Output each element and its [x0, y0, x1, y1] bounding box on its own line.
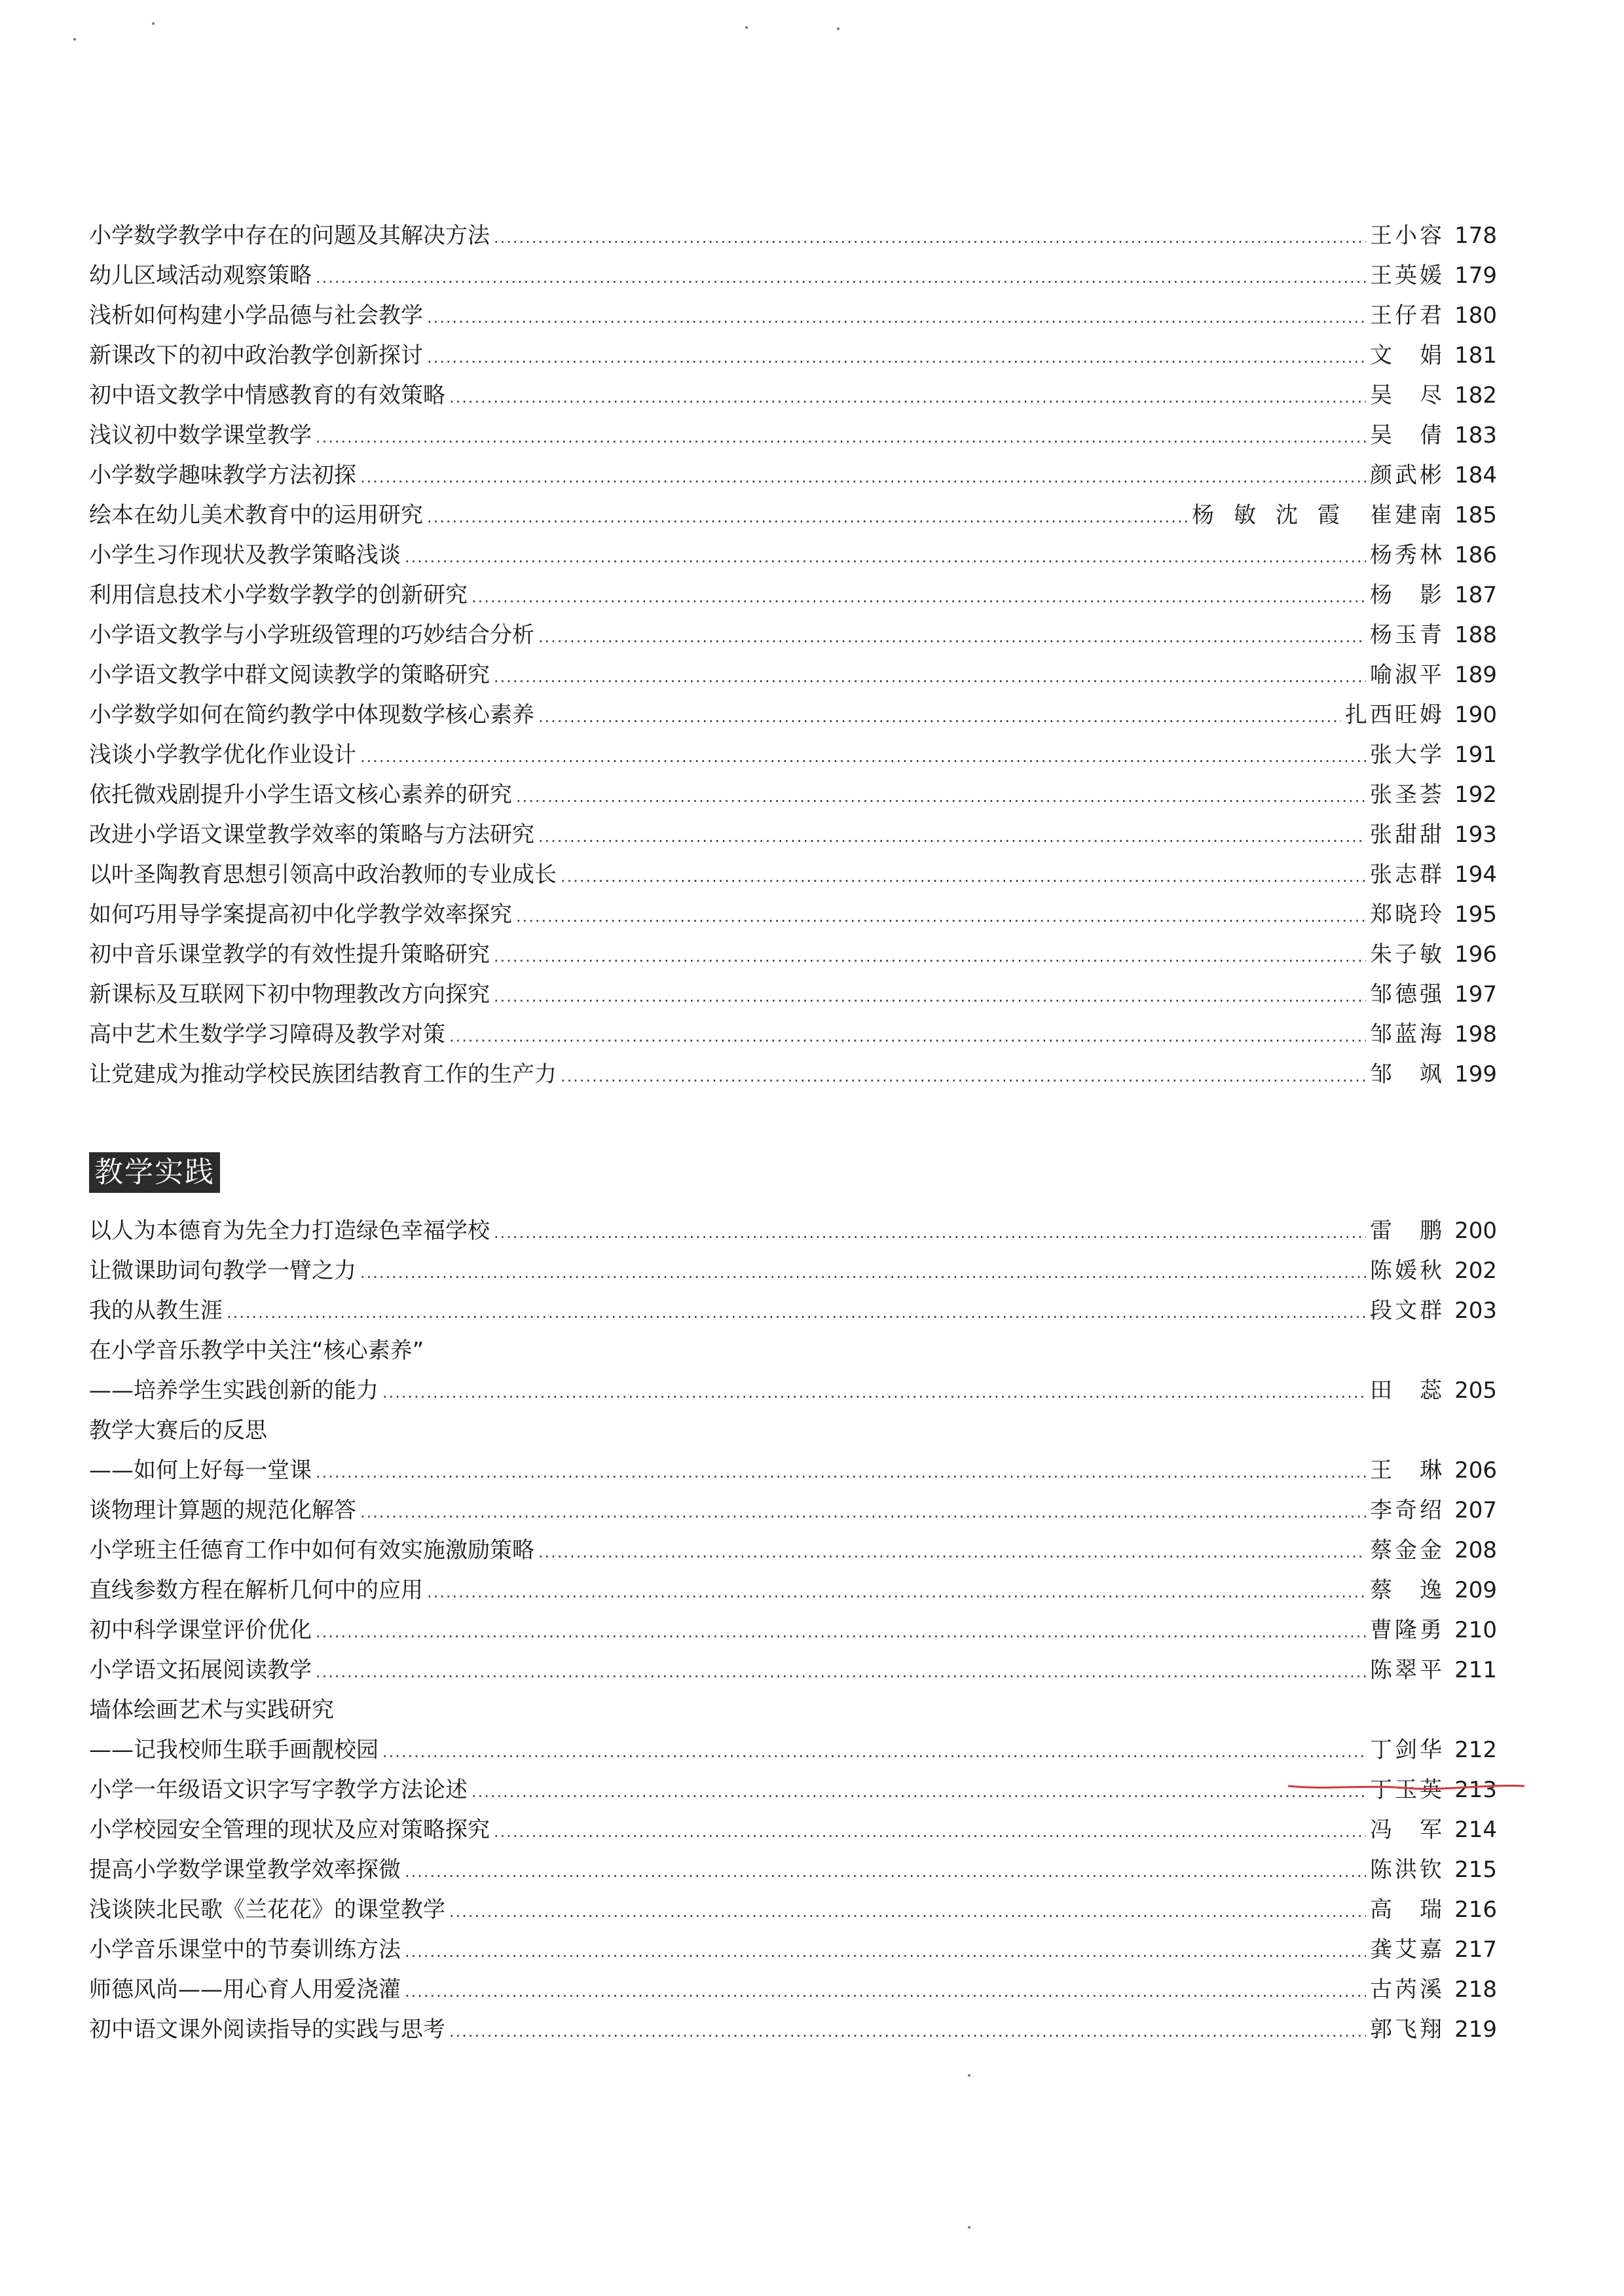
toc-entry-page: 196 [1454, 941, 1497, 968]
toc-entry-author: 丁玉英 [1370, 1777, 1445, 1803]
toc-entry-page: 183 [1454, 422, 1497, 448]
toc-entry [89, 1451, 1497, 1491]
toc-entry-author: 张大学 [1370, 742, 1445, 768]
toc-entry-author: 杨玉青 [1370, 622, 1445, 648]
toc-entry [89, 615, 1497, 655]
toc-entry-author: 杨秀林 [1370, 542, 1445, 568]
dot-leader [538, 817, 1366, 857]
toc-entry-title: 直线参数方程在解析几何中的应用 [89, 1577, 423, 1603]
toc-entry-page: 187 [1454, 582, 1497, 608]
toc-entry-author: 颜武彬 [1370, 462, 1445, 488]
toc-entry-author: 崔建南 [1370, 502, 1445, 528]
toc-entry-coauthors: 杨敏沈霞 [1192, 502, 1359, 528]
toc-entry-title: ——如何上好每一堂课 [89, 1457, 312, 1484]
dot-leader [494, 1213, 1366, 1253]
toc-entry-author: 邹蓝海 [1370, 1021, 1445, 1048]
toc-entry-title: 提高小学数学课堂教学效率探微 [89, 1857, 401, 1883]
toc-entry-page: 195 [1454, 902, 1497, 928]
dot-leader [405, 1932, 1366, 1972]
toc-entry-author: 张志群 [1370, 862, 1445, 888]
scan-speck [968, 2226, 970, 2229]
toc-entry [89, 376, 1497, 416]
toc-entry-title: 依托微戏剧提升小学生语文核心素养的研究 [89, 782, 512, 808]
toc-entry [89, 1291, 1497, 1331]
toc-entry-page: 178 [1454, 223, 1497, 249]
toc-entry [89, 456, 1497, 496]
toc-entry-page: 191 [1454, 742, 1497, 768]
dot-leader [227, 1293, 1366, 1333]
toc-entry [89, 336, 1497, 376]
toc-entry [89, 1930, 1497, 1970]
toc-entry [89, 855, 1497, 895]
toc-entry-author: 蔡金金 [1370, 1537, 1445, 1563]
dot-leader [538, 697, 1341, 737]
dot-leader [427, 298, 1366, 338]
toc-entry-author: 陈洪钦 [1370, 1857, 1445, 1883]
dot-leader [360, 737, 1366, 777]
dot-leader [471, 1772, 1366, 1812]
dot-leader [360, 458, 1366, 498]
toc-entry-author: 王小容 [1370, 223, 1445, 249]
dot-leader [494, 657, 1366, 697]
toc-entry [89, 735, 1497, 775]
toc-entry [89, 775, 1497, 815]
toc-entry-title: 小学语文教学与小学班级管理的巧妙结合分析 [89, 622, 534, 648]
toc-entry-page: 189 [1454, 662, 1497, 688]
dot-leader [494, 937, 1366, 977]
toc-entry-author: 扎西旺姆 [1345, 702, 1445, 728]
toc-entry-title: 让党建成为推动学校民族团结教育工作的生产力 [89, 1061, 557, 1087]
dot-leader [449, 1892, 1366, 1932]
toc-entry-title: 浅析如何构建小学品德与社会教学 [89, 302, 423, 329]
toc-entry [89, 1850, 1497, 1890]
toc-entry-title: 幼儿区域活动观察策略 [89, 263, 312, 289]
toc-entry-author: 王 琳 [1370, 1457, 1445, 1484]
toc-entry [89, 1690, 1497, 1730]
dot-leader [316, 418, 1366, 458]
toc-entry-page: 214 [1454, 1817, 1497, 1843]
toc-entry-title: 我的从教生涯 [89, 1298, 223, 1324]
toc-entry-title: 利用信息技术小学数学教学的创新研究 [89, 582, 468, 608]
toc-entry [89, 296, 1497, 336]
toc-entry [89, 655, 1497, 695]
dot-leader [316, 258, 1366, 298]
toc-entry-author: 吴 倩 [1370, 422, 1445, 448]
toc-entry-author: 田 蕊 [1370, 1377, 1445, 1404]
toc-entry-page: 210 [1454, 1617, 1497, 1643]
toc-entry-author: 郭飞翔 [1370, 2016, 1445, 2043]
dot-leader [427, 1573, 1366, 1613]
toc-entry [89, 895, 1497, 935]
scan-speck [837, 27, 840, 30]
dot-leader [427, 338, 1366, 378]
toc-entry-title: 小学一年级语文识字写字教学方法论述 [89, 1777, 468, 1803]
toc-entry-title: 小学班主任德育工作中如何有效实施激励策略 [89, 1537, 534, 1563]
dot-leader [561, 1057, 1366, 1097]
scan-speck [152, 22, 155, 25]
toc-entry [89, 1650, 1497, 1690]
toc-entry-title: 初中语文课外阅读指导的实践与思考 [89, 2016, 445, 2043]
toc-entry-author: 龚艾嘉 [1370, 1937, 1445, 1963]
toc-entry-author: 张甜甜 [1370, 822, 1445, 848]
toc-entry-author: 郑晓玲 [1370, 902, 1445, 928]
toc-entry-title: 教学大赛后的反思 [89, 1417, 267, 1444]
toc-entry-page: 197 [1454, 981, 1497, 1008]
scan-speck [968, 2074, 970, 2077]
toc-entry-page: 215 [1454, 1857, 1497, 1883]
toc-entry-title: 绘本在幼儿美术教育中的运用研究 [89, 502, 423, 528]
dot-leader [516, 897, 1366, 937]
toc-entry-page: 188 [1454, 622, 1497, 648]
toc-entry-title: 师德风尚——用心育人用爱浇灌 [89, 1977, 401, 2003]
section-heading: 教学实践 [89, 1152, 220, 1193]
toc-entry-author: 冯 军 [1370, 1817, 1445, 1843]
scan-speck [73, 38, 76, 41]
toc-entry [89, 975, 1497, 1015]
toc-entry [89, 1491, 1497, 1531]
toc-entry-page: 216 [1454, 1897, 1497, 1923]
toc-entry [89, 1411, 1497, 1451]
toc-entry [89, 416, 1497, 456]
toc-entry-title: 在小学音乐教学中关注“核心素养” [89, 1338, 424, 1364]
dot-leader [471, 577, 1366, 617]
toc-entry-title: 小学语文拓展阅读教学 [89, 1657, 312, 1683]
toc-entry [89, 1611, 1497, 1650]
dot-leader [494, 218, 1366, 258]
toc-entry-page: 205 [1454, 1377, 1497, 1404]
toc-entry-title: 初中科学课堂评价优化 [89, 1617, 312, 1643]
toc-entry-page: 184 [1454, 462, 1497, 488]
toc-entry-title: 浅谈陕北民歌《兰花花》的课堂教学 [89, 1897, 445, 1923]
toc-entry [89, 1211, 1497, 1251]
toc-entry-title: ——培养学生实践创新的能力 [89, 1377, 378, 1404]
dot-leader [449, 1017, 1366, 1057]
toc-entry [89, 1890, 1497, 1930]
toc-entry-author: 曹隆勇 [1370, 1617, 1445, 1643]
toc-entry-page: 217 [1454, 1937, 1497, 1963]
toc-entry [89, 935, 1497, 975]
toc-entry-title: 小学生习作现状及教学策略浅谈 [89, 542, 401, 568]
toc-entry [89, 1571, 1497, 1611]
dot-leader [449, 2012, 1366, 2052]
toc-entry-page: 207 [1454, 1497, 1497, 1523]
toc-entry [89, 1331, 1497, 1371]
toc-entry [89, 1730, 1497, 1770]
toc-entry [89, 256, 1497, 296]
dot-leader [561, 857, 1366, 897]
toc-entry-title: 初中语文教学中情感教育的有效策略 [89, 382, 445, 409]
toc-entry-page: 179 [1454, 263, 1497, 289]
dot-leader [405, 1972, 1366, 2012]
toc-entry-author: 张圣荟 [1370, 782, 1445, 808]
toc-entry-title: 新课改下的初中政治教学创新探讨 [89, 342, 423, 369]
toc-entry-title: 初中音乐课堂教学的有效性提升策略研究 [89, 941, 490, 968]
toc-entry [89, 1531, 1497, 1571]
toc-entry-page: 186 [1454, 542, 1497, 568]
dot-leader [360, 1253, 1366, 1293]
dot-leader [516, 777, 1366, 817]
toc-entry-page: 181 [1454, 342, 1497, 369]
toc-entry-title: 如何巧用导学案提高初中化学教学效率探究 [89, 902, 512, 928]
toc-entry [89, 1055, 1497, 1095]
toc-entry-title: 高中艺术生数学学习障碍及教学对策 [89, 1021, 445, 1048]
dot-leader [382, 1732, 1366, 1772]
toc-entry-title: 小学数学教学中存在的问题及其解决方法 [89, 223, 490, 249]
dot-leader [316, 1613, 1366, 1652]
toc-entry [89, 536, 1497, 575]
toc-entry-author: 邹 飒 [1370, 1061, 1445, 1087]
toc-entry-page: 180 [1454, 302, 1497, 329]
toc-entry-title: 浅议初中数学课堂教学 [89, 422, 312, 448]
toc-entry [89, 1015, 1497, 1055]
toc-entry [89, 216, 1497, 256]
toc-entry [89, 1810, 1497, 1850]
dot-leader [405, 1852, 1366, 1892]
toc-entry-page: 190 [1454, 702, 1497, 728]
toc-entry [89, 1770, 1497, 1810]
toc-list-main [89, 216, 1497, 1095]
toc-entry-title: 新课标及互联网下初中物理教改方向探究 [89, 981, 490, 1008]
toc-entry-author: 李奇绍 [1370, 1497, 1445, 1523]
toc-entry-author: 丁剑华 [1370, 1737, 1445, 1763]
toc-entry-author: 段文群 [1370, 1298, 1445, 1324]
toc-entry-page: 200 [1454, 1218, 1497, 1244]
dot-leader [382, 1373, 1366, 1413]
toc-entry [89, 1251, 1497, 1291]
toc-entry-title: 以叶圣陶教育思想引领高中政治教师的专业成长 [89, 862, 557, 888]
scan-speck [745, 26, 748, 29]
handwritten-underline [1287, 1782, 1526, 1791]
dot-leader [360, 1493, 1366, 1533]
toc-entry-author: 蔡 逸 [1370, 1577, 1445, 1603]
toc-entry-author: 朱子敏 [1370, 941, 1445, 968]
toc-entry-title: 小学音乐课堂中的节奏训练方法 [89, 1937, 401, 1963]
dot-leader [316, 1652, 1366, 1692]
toc-entry-title: 让微课助词句教学一臂之力 [89, 1258, 356, 1284]
toc-entry-title: 小学数学趣味教学方法初探 [89, 462, 356, 488]
toc-entry-author: 文 娟 [1370, 342, 1445, 369]
toc-entry-author: 陈媛秋 [1370, 1258, 1445, 1284]
toc-entry-page: 212 [1454, 1737, 1497, 1763]
toc-entry-author: 王仔君 [1370, 302, 1445, 329]
dot-leader [494, 977, 1366, 1017]
toc-entry-author: 王英媛 [1370, 263, 1445, 289]
toc-entry-page: 203 [1454, 1298, 1497, 1324]
toc-entry-author: 陈翠平 [1370, 1657, 1445, 1683]
toc-entry-title: 小学校园安全管理的现状及应对策略探究 [89, 1817, 490, 1843]
toc-entry-title: 以人为本德育为先全力打造绿色幸福学校 [89, 1218, 490, 1244]
toc-list-teaching-practice [89, 1211, 1497, 2050]
toc-entry-title: 谈物理计算题的规范化解答 [89, 1497, 356, 1523]
dot-leader [427, 498, 1188, 538]
toc-entry-title: 浅谈小学教学优化作业设计 [89, 742, 356, 768]
toc-entry-page: 218 [1454, 1977, 1497, 2003]
toc-entry-page: 199 [1454, 1061, 1497, 1087]
toc-entry-page: 211 [1454, 1657, 1497, 1683]
toc-entry-page: 198 [1454, 1021, 1497, 1048]
toc-entry-author: 高 瑞 [1370, 1897, 1445, 1923]
toc-entry-author: 古芮溪 [1370, 1977, 1445, 2003]
toc-entry [89, 496, 1497, 536]
toc-entry-page: 209 [1454, 1577, 1497, 1603]
toc-entry [89, 815, 1497, 855]
toc-entry [89, 1970, 1497, 2010]
toc-entry-page: 193 [1454, 822, 1497, 848]
toc-entry-title: ——记我校师生联手画靓校园 [89, 1737, 378, 1763]
dot-leader [316, 1453, 1366, 1493]
toc-entry-title: 小学数学如何在简约教学中体现数学核心素养 [89, 702, 534, 728]
toc-entry-page: 208 [1454, 1537, 1497, 1563]
toc-entry-title: 墙体绘画艺术与实践研究 [89, 1697, 334, 1723]
dot-leader [405, 538, 1366, 577]
toc-entry-title: 改进小学语文课堂教学效率的策略与方法研究 [89, 822, 534, 848]
toc-entry-author: 邹德强 [1370, 981, 1445, 1008]
toc-entry [89, 2010, 1497, 2050]
toc-entry [89, 695, 1497, 735]
toc-entry-page: 182 [1454, 382, 1497, 409]
dot-leader [494, 1812, 1366, 1852]
toc-entry-page: 185 [1454, 502, 1497, 528]
toc-entry-author: 喻淑平 [1370, 662, 1445, 688]
toc-entry-title: 小学语文教学中群文阅读教学的策略研究 [89, 662, 490, 688]
toc-entry-page: 194 [1454, 862, 1497, 888]
toc-entry-author: 吴 尽 [1370, 382, 1445, 409]
toc-entry-author: 杨 影 [1370, 582, 1445, 608]
dot-leader [538, 1533, 1366, 1573]
toc-entry [89, 575, 1497, 615]
dot-leader [449, 378, 1366, 418]
toc-entry-page: 213 [1454, 1777, 1497, 1803]
toc-entry-page: 202 [1454, 1258, 1497, 1284]
toc-entry-page: 219 [1454, 2016, 1497, 2043]
toc-entry-page: 206 [1454, 1457, 1497, 1484]
toc-entry-author: 雷 鹏 [1370, 1218, 1445, 1244]
toc-entry [89, 1371, 1497, 1411]
toc-entry-page: 192 [1454, 782, 1497, 808]
dot-leader [538, 617, 1366, 657]
